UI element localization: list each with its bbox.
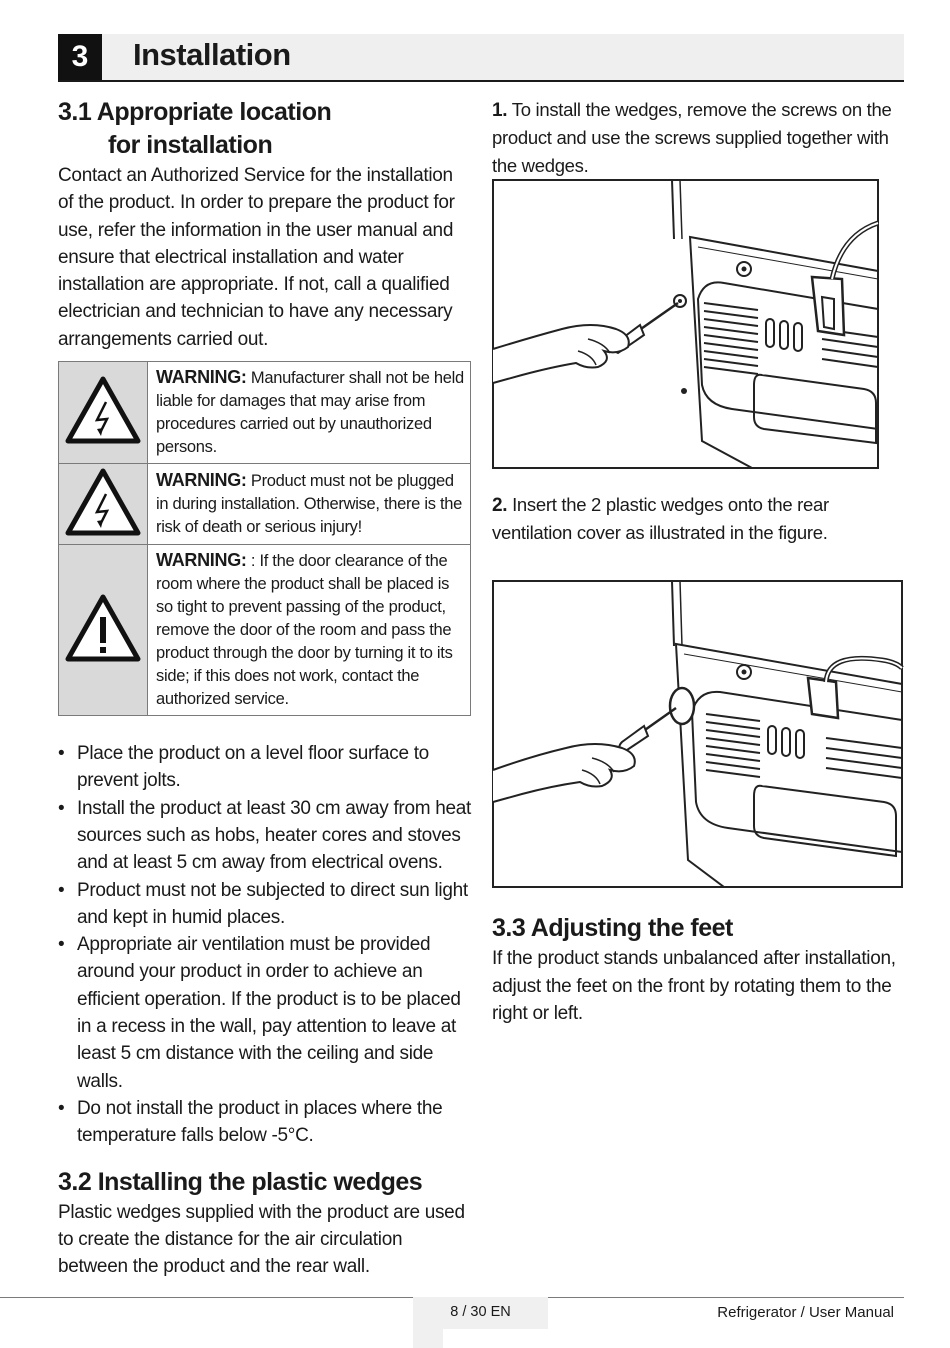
heading-plastic-wedges: 3.2 Installing the plastic wedges	[58, 1167, 423, 1196]
left-column	[58, 96, 472, 1280]
heading-adjusting-feet: 3.3 Adjusting the feet	[492, 914, 733, 943]
warning-table	[58, 361, 471, 716]
electric-hazard-icon	[64, 467, 142, 537]
heading-appropriate-location: 3.1 Appropriate location for installation	[58, 98, 332, 159]
document-title: Refrigerator / User Manual	[717, 1304, 894, 1321]
wedges-paragraph: Plastic wedges supplied with the product are used to create the distance for the air circulation between the product and the rear wall.	[58, 1201, 465, 1278]
list-item: • Appropriate air ventilation must be provided around your product in order to achieve an efficient operation. If the product is to be placed in a recess in the wall, pay attention to leave at least 5 cm distance with the ceiling and side walls.	[58, 931, 472, 1095]
location-paragraph: Contact an Authorized Service for the installation of the product. In order to prepare the product for use, refer the information in the user manual and ensure that electrical installation and water installation are appropriate. If not, call a qualified electrician and technician to have any necessary arrangements carried out.	[58, 165, 455, 350]
placement-bullets	[58, 740, 472, 1149]
caution-icon	[64, 593, 142, 663]
step-1-text: 1. To install the wedges, remove the screws on the product and use the screws supplied together with the wedges.	[492, 99, 892, 176]
warning-row: WARNING: Product must not be plugged in during installation. Otherwise, there is the risk of death or serious injury!	[59, 464, 471, 545]
section-number: 3	[58, 34, 102, 80]
section-title: Installation	[133, 37, 291, 72]
list-item: • Install the product at least 30 cm away from heat sources such as hobs, heater cores and stoves and at least 5 cm away from electrical ovens.	[58, 795, 472, 877]
electric-hazard-icon	[64, 375, 142, 445]
right-column	[492, 96, 904, 1027]
section-header	[58, 34, 904, 82]
list-item: • Product must not be subjected to direct sun light and kept in humid places.	[58, 877, 472, 932]
warning-row: WARNING: : If the door clearance of the room where the product shall be placed is so tight to prevent passing of the product, remove the door of the room and pass the product through the door by turning it to its side; if this does not work, contact the authorized service.	[59, 545, 471, 716]
list-item: • Do not install the product in places where the temperature falls below -5°C.	[58, 1095, 472, 1150]
list-item: • Place the product on a level floor surface to prevent jolts.	[58, 740, 472, 795]
footer-tab	[413, 1329, 443, 1348]
remove-screws-illustration	[492, 179, 880, 471]
step-2-text: 2. Insert the 2 plastic wedges onto the rear ventilation cover as illustrated in the figure.	[492, 493, 829, 544]
feet-paragraph: If the product stands unbalanced after installation, adjust the feet on the front by rotating them to the right or left.	[492, 948, 896, 1025]
warning-row: WARNING: Manufacturer shall not be held liable for damages that may arise from procedures carried out by unauthorized persons.	[59, 362, 471, 464]
page-number: 8 / 30 EN	[413, 1297, 548, 1329]
insert-wedges-illustration	[492, 580, 904, 890]
